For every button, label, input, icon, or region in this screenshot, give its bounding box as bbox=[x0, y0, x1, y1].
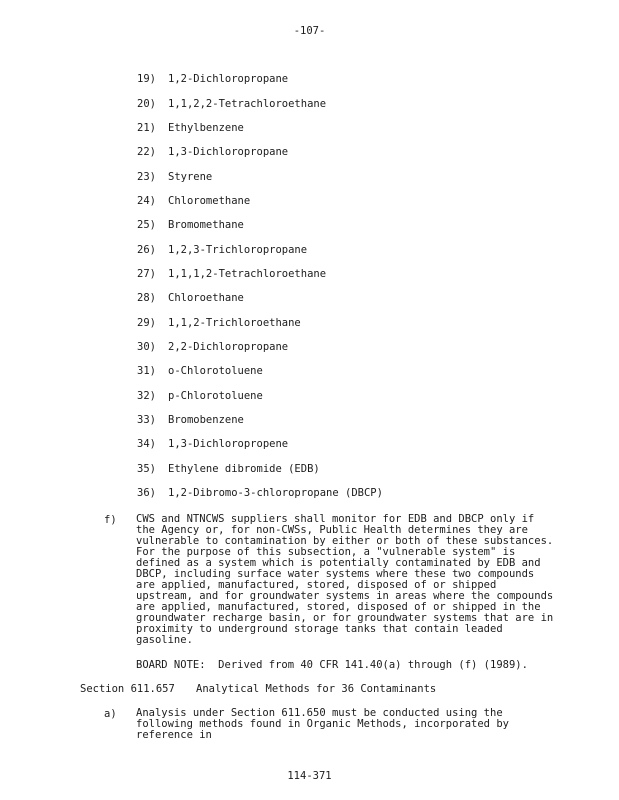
section-number: Section 611.657 bbox=[80, 683, 175, 695]
list-item-number: 29) bbox=[137, 317, 156, 329]
subsection-label: f) bbox=[104, 514, 117, 526]
list-item-number: 30) bbox=[137, 341, 156, 353]
list-item-text: 1,2-Dibromo-3-chloropropane (DBCP) bbox=[168, 487, 383, 499]
page-number-top: -107- bbox=[293, 25, 326, 37]
list-item-text: Bromobenzene bbox=[168, 414, 244, 426]
board-note: BOARD NOTE: Derived from 40 CFR 141.40(a) through (f) (1989). bbox=[136, 659, 528, 671]
section-title: Analytical Methods for 36 Contaminants bbox=[196, 683, 437, 695]
list-item-number: 34) bbox=[137, 438, 156, 450]
list-item-number: 19) bbox=[137, 73, 156, 85]
list-item-text: 1,3-Dichloropropane bbox=[168, 146, 289, 158]
subsection-label: a) bbox=[104, 708, 117, 720]
list-item-number: 24) bbox=[137, 195, 156, 207]
list-item-text: 1,2-Dichloropropane bbox=[168, 73, 289, 85]
list-item-number: 25) bbox=[137, 219, 156, 231]
list-item-number: 22) bbox=[137, 146, 156, 158]
subsection-body: Analysis under Section 611.650 must be conducted using the following methods found in Organic Methods, incorporated by reference in bbox=[136, 707, 509, 741]
page-number-bottom: 114-371 bbox=[287, 770, 332, 782]
list-item-number: 35) bbox=[137, 463, 156, 475]
list-item-text: 1,2,3-Trichloropropane bbox=[168, 244, 308, 256]
list-item-text: Chloromethane bbox=[168, 195, 251, 207]
list-item-text: Chloroethane bbox=[168, 292, 244, 304]
list-item-text: Styrene bbox=[168, 171, 213, 183]
list-item-text: Bromomethane bbox=[168, 219, 244, 231]
list-item-number: 20) bbox=[137, 98, 156, 110]
list-item-number: 33) bbox=[137, 414, 156, 426]
list-item-number: 36) bbox=[137, 487, 156, 499]
list-item-number: 32) bbox=[137, 390, 156, 402]
list-item-number: 21) bbox=[137, 122, 156, 134]
list-item-text: 2,2-Dichloropropane bbox=[168, 341, 289, 353]
list-item-number: 28) bbox=[137, 292, 156, 304]
list-item-number: 26) bbox=[137, 244, 156, 256]
list-item-text: 1,1,1,2-Tetrachloroethane bbox=[168, 268, 327, 280]
list-item-number: 27) bbox=[137, 268, 156, 280]
list-item-number: 31) bbox=[137, 365, 156, 377]
list-item-text: p-Chlorotoluene bbox=[168, 390, 263, 402]
list-item-number: 23) bbox=[137, 171, 156, 183]
list-item-text: o-Chlorotoluene bbox=[168, 365, 263, 377]
list-item-text: Ethylbenzene bbox=[168, 122, 244, 134]
list-item-text: 1,1,2,2-Tetrachloroethane bbox=[168, 98, 327, 110]
list-item-text: 1,1,2-Trichloroethane bbox=[168, 317, 301, 329]
list-item-text: Ethylene dibromide (EDB) bbox=[168, 463, 320, 475]
subsection-body: CWS and NTNCWS suppliers shall monitor for EDB and DBCP only if the Agency or, for non-CWSs, Public Health determines they are vulnerable to contamination by either or both of these substances. For the purpose of this subsection, a "vulnerable system" is defined as a system which is potentially contaminated by EDB and DBCP, including surface water systems where these two compounds are applied, manufactured, stored, disposed of or shipped upstream, and for groundwater systems in areas where the compounds are applied, manufactured, stored, disposed of or shipped in the groundwater recharge basin, or for groundwater systems that are in proximity to underground storage tanks that contain leaded gasoline. bbox=[136, 513, 554, 646]
list-item-text: 1,3-Dichloropropene bbox=[168, 438, 289, 450]
